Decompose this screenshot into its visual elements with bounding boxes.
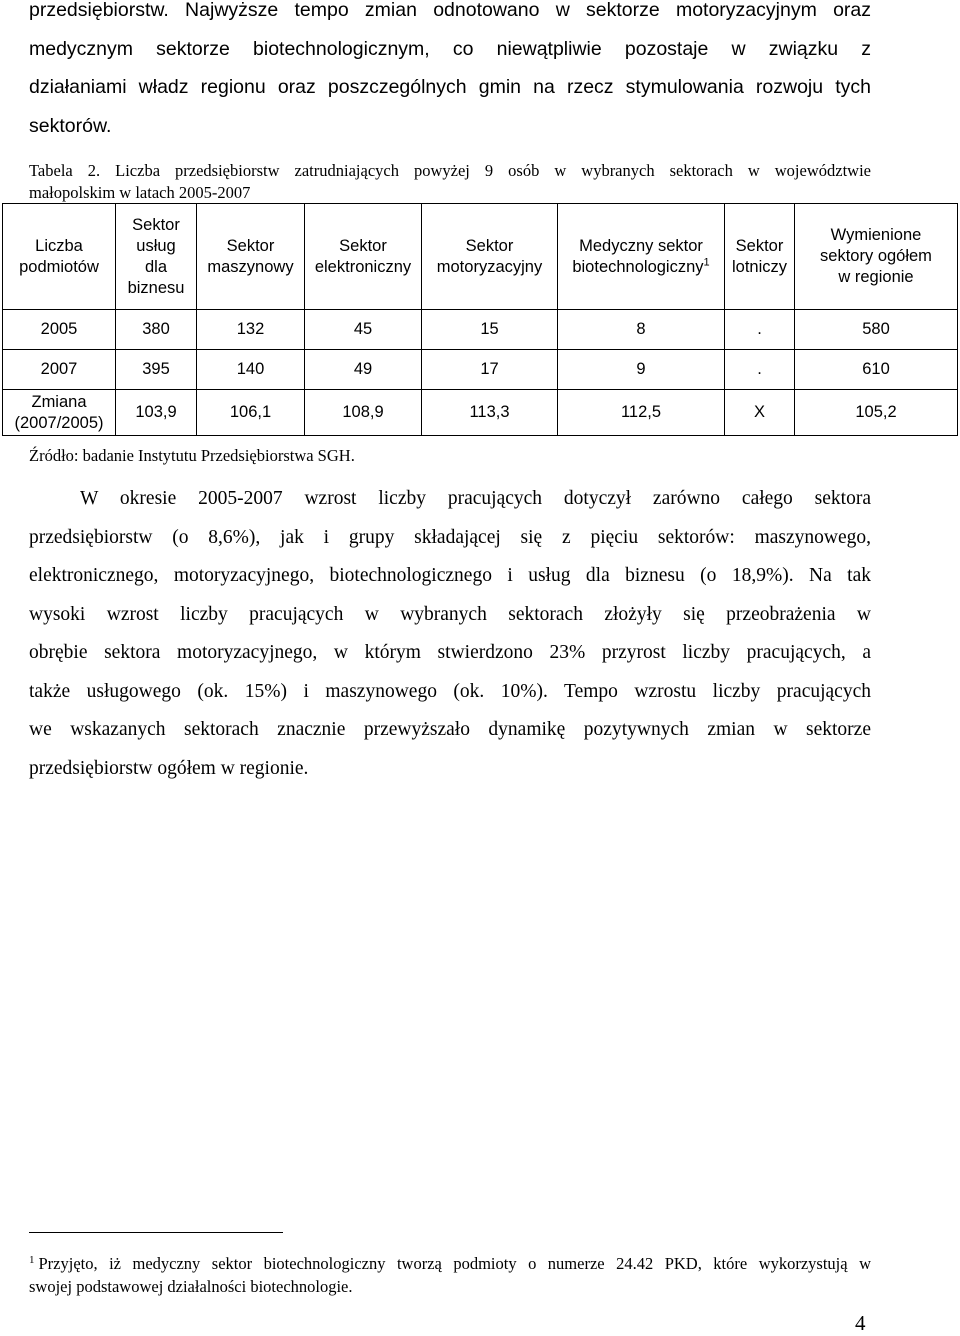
table-cell: 380	[116, 310, 197, 350]
text-line: we wskazanych sektorach znacznie przewyższało dynamikę pozytywnych zmian w sektorze	[29, 719, 871, 740]
table-cell: X	[725, 390, 795, 436]
table-cell: 112,5	[558, 390, 725, 436]
table-cell: 2007	[3, 350, 116, 390]
table-caption	[29, 160, 871, 204]
header-cell: Sektor maszynowy	[197, 204, 305, 310]
table-cell: 9	[558, 350, 725, 390]
table-cell: 49	[305, 350, 422, 390]
text-line: wysoki wzrost liczby pracujących w wybranych sektorach złożyły się przeobrażenia w	[29, 603, 871, 625]
table-cell: 45	[305, 310, 422, 350]
header-cell: Sektor motoryzacyjny	[422, 204, 558, 310]
table-cell: .	[725, 350, 795, 390]
text-line: sektorów.	[29, 114, 112, 137]
header-cell: Sektor usług dla biznesu	[116, 204, 197, 310]
caption-line: małopolskim w latach 2005-2007	[29, 183, 251, 202]
caption-label: Tabela 2.	[29, 161, 101, 180]
footnote-line	[29, 1252, 871, 1275]
footnote-divider	[29, 1232, 283, 1233]
table-cell: 113,3	[422, 390, 558, 436]
header-cell: Wymienione sektory ogółem w regionie	[795, 204, 958, 310]
header-cell: Sektor lotniczy	[725, 204, 795, 310]
caption-text: Liczba przedsiębiorstw zatrudniających powyżej 9 osób w wybranych sektorach w województwie	[115, 161, 871, 180]
paragraph-continuation	[29, 0, 871, 145]
table-cell: 395	[116, 350, 197, 390]
table-cell: 17	[422, 350, 558, 390]
text-line: medycznym sektorze biotechnologicznym, co niewątpliwie pozostaje w związku z	[29, 37, 871, 60]
data-table	[2, 203, 958, 436]
paragraph-main	[29, 480, 871, 788]
table-cell: 580	[795, 310, 958, 350]
table-cell: 8	[558, 310, 725, 350]
table-row	[3, 390, 958, 436]
table-cell: 132	[197, 310, 305, 350]
text-line: elektronicznego, motoryzacyjnego, biotechnologicznego i usług dla biznesu (o 18,9%). Na tak	[29, 565, 871, 586]
table-cell: 2005	[3, 310, 116, 350]
table-cell: 15	[422, 310, 558, 350]
table-cell: 610	[795, 350, 958, 390]
table-cell: 106,1	[197, 390, 305, 436]
text-line: działaniami władz regionu oraz poszczególnych gmin na rzecz stymulowania rozwoju tych	[29, 76, 871, 98]
table-header-row	[3, 204, 958, 310]
table-source: Źródło: badanie Instytutu Przedsiębiorstwa SGH.	[29, 446, 355, 465]
table-cell: .	[725, 310, 795, 350]
text-line: przedsiębiorstw ogółem w regionie.	[29, 757, 309, 779]
table-row	[3, 350, 958, 390]
footnote	[29, 1252, 871, 1298]
table-cell: 140	[197, 350, 305, 390]
table-cell: Zmiana (2007/2005)	[3, 390, 116, 436]
footnote-ref: 1	[703, 256, 710, 268]
header-cell: Sektor elektroniczny	[305, 204, 422, 310]
table-cell: 108,9	[305, 390, 422, 436]
text-line: przedsiębiorstw. Najwyższe tempo zmian odnotowano w sektorze motoryzacyjnym oraz	[29, 0, 871, 21]
table-row	[3, 310, 958, 350]
header-cell: Liczba podmiotów	[3, 204, 116, 310]
table-cell: 105,2	[795, 390, 958, 436]
text-line: także usługowego (ok. 15%) i maszynowego (ok. 10%). Tempo wzrostu liczby pracujących	[29, 680, 871, 702]
text-line: przedsiębiorstw (o 8,6%), jak i grupy składającej się z pięciu sektorów: maszynowego,	[29, 526, 871, 548]
page-number: 4	[855, 1311, 866, 1335]
header-cell: Medyczny sektor biotechnologiczny$^1$	[558, 204, 725, 310]
text-line: obrębie sektora motoryzacyjnego, w którym stwierdzono 23% przyrost liczby pracujących, a	[29, 642, 871, 663]
footnote-line: swojej podstawowej działalności biotechnologie.	[29, 1277, 353, 1296]
footnote-text: Przyjęto, iż medyczny sektor biotechnologiczny tworzą podmioty o numerze 24.42 PKD, które wykorzystują w	[38, 1254, 871, 1273]
footnote-marker: 1	[29, 1253, 35, 1266]
table-cell: 103,9	[116, 390, 197, 436]
caption-line	[29, 160, 871, 182]
text-line: W okresie 2005-2007 wzrost liczby pracujących dotyczył zarówno całego sektora	[80, 488, 871, 509]
